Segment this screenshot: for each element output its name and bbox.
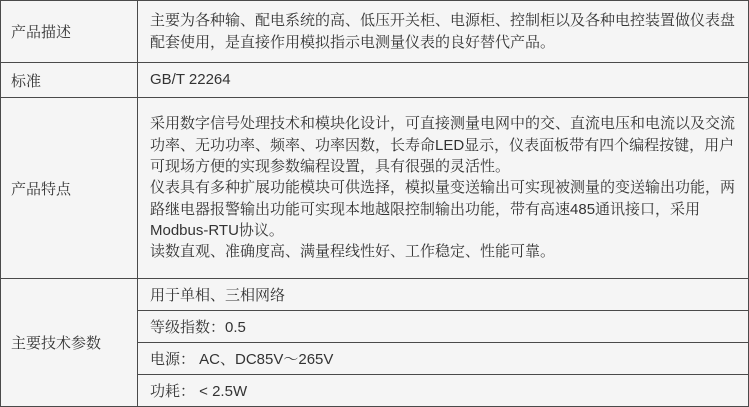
row-label-standard: 标准	[1, 63, 138, 97]
feature-paragraph: 仪表具有多种扩展功能模块可供选择，模拟量变送输出可实现被测量的变送输出功能，两路继电器报警输出功能可实现本地越限控制输出功能，带有高速485通讯接口，采用Modbus-RTU协议。	[150, 179, 736, 239]
product-features-text	[138, 98, 748, 278]
table-row-standard	[1, 63, 748, 98]
table-row-technical-parameters	[1, 279, 748, 406]
parameter-network: 用于单相、三相网络	[138, 279, 748, 311]
technical-parameters-list	[138, 279, 748, 406]
standard-value: GB/T 22264	[150, 71, 231, 89]
row-label-technical-parameters: 主要技术参数	[1, 279, 138, 406]
row-label-product-description: 产品描述	[1, 1, 138, 62]
feature-paragraph: 采用数字信号处理技术和模块化设计，可直接测量电网中的交、直流电压和电流以及交流功率、无功功率、频率、功率因数，长寿命LED显示，仪表面板带有四个编程按键，用户可现场方便的实现参数编程设置，具有很强的灵活性。	[150, 115, 736, 176]
parameter-accuracy-class: 等级指数：0.5	[138, 311, 748, 343]
row-label-product-features: 产品特点	[1, 98, 138, 278]
parameter-power-consumption: 功耗： < 2.5W	[150, 383, 248, 400]
parameter-power-supply: 电源： AC、DC85V～265V	[138, 343, 748, 375]
product-description-text: 主要为各种输、配电系统的高、低压开关柜、电源柜、控制柜以及各种电控装置做仪表盘配套使用，是直接作用模拟指示电测量仪表的良好替代产品。	[150, 12, 736, 51]
table-row-product-description	[1, 1, 748, 63]
feature-paragraph: 读数直观、准确度高、满量程线性好、工作稳定、性能可靠。	[150, 243, 556, 261]
table-row-product-features	[1, 98, 748, 279]
